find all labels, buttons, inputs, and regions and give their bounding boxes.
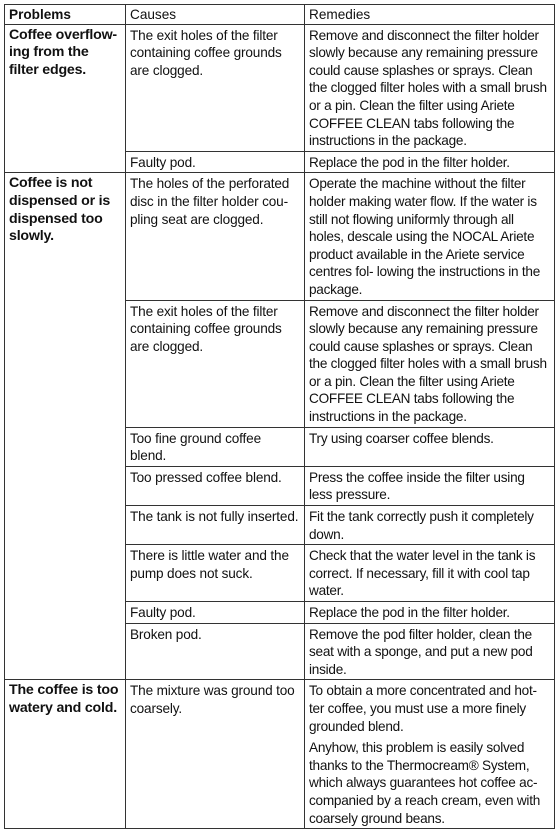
cause-cell: Too fine ground coffee blend. [126,427,305,466]
remedy-cell [305,151,555,173]
cause-cell: Too pressed coffee blend. [126,466,305,505]
problem-cell: The coffee is too watery and cold. [5,680,126,829]
remedy-cell [305,300,555,427]
cause-cell: There is little water and the pump does not suck. [126,545,305,602]
remedy-cell [305,173,555,300]
remedy-cell [305,680,555,829]
cause-cell: The exit holes of the filter containing coffee grounds are clogged. [126,300,305,427]
remedy-paragraph: Check that the water level in the tank is correct. If necessary, fill it with cool tap water. [309,548,536,599]
remedy-paragraph: Operate the machine without the filter holder making water flow. If the water is still not flowing uniformly through all holes, descale using the NOCAL Ariete product available in the Ariete service centres fol- lowing the instructions in the package. [309,176,541,297]
header-row [5,5,555,25]
remedy-paragraph: Try using coarser coffee blends. [309,430,494,446]
cause-cell: The exit holes of the filter containing coffee grounds are clogged. [126,24,305,151]
table-row [5,680,555,829]
header-problems: Problems [5,5,126,25]
remedy-cell [305,545,555,602]
troubleshooting-table [4,4,555,829]
cause-cell: The holes of the perforated disc in the filter holder cou- pling seat are clogged. [126,173,305,300]
table-row [5,173,555,300]
remedy-cell [305,602,555,624]
remedy-cell [305,427,555,466]
table-row [5,24,555,151]
remedy-paragraph: Remove and disconnect the filter holder slowly because any remaining pressure could cause splashes or sprays. Clean the clogged filter holes with a small brush or a pin. Clean the filter using Ariete COFFEE CLEAN tabs following the instructions in the package. [309,303,547,425]
remedy-paragraph: To obtain a more concentrated and hot- ter coffee, you must use a more finely grounded blend. [309,683,537,734]
cause-cell: The tank is not fully inserted. [126,506,305,545]
remedy-cell [305,24,555,151]
header-causes: Causes [126,5,305,25]
cause-cell: Faulty pod. [126,602,305,624]
remedy-cell [305,623,555,680]
remedy-paragraph: Replace the pod in the filter holder. [309,154,510,170]
remedy-paragraph: Replace the pod in the filter holder. [309,605,510,620]
remedy-paragraph: Fit the tank correctly push it completely down. [309,509,534,542]
remedy-paragraph: Remove the pod filter holder, clean the seat with a sponge, and put a new pod inside. [309,626,533,677]
remedy-paragraph: Anyhow, this problem is easily solved thanks to the Thermocream® System, which always guarantees hot coffee ac- companied by a reach cream, even with coarsely ground beans. [309,740,541,826]
remedy-paragraph: Press the coffee inside the filter using less pressure. [309,469,525,503]
table-body [5,24,555,829]
problem-cell: Coffee overflow- ing from the filter edges. [5,24,126,173]
remedy-cell [305,466,555,505]
header-remedies: Remedies [305,5,555,25]
cause-cell: Faulty pod. [126,151,305,173]
remedy-cell [305,506,555,545]
problem-cell: Coffee is not dispensed or is dispensed too slowly. [5,173,126,680]
cause-cell: Broken pod. [126,623,305,680]
cause-cell: The mixture was ground too coarsely. [126,680,305,829]
remedy-paragraph: Remove and disconnect the filter holder slowly because any remaining pressure could cause splashes or sprays. Clean the clogged filter holes with a small brush or a pin. Clean the filter using Ariete COFFEE CLEAN tabs following the instructions in the package. [309,27,547,149]
